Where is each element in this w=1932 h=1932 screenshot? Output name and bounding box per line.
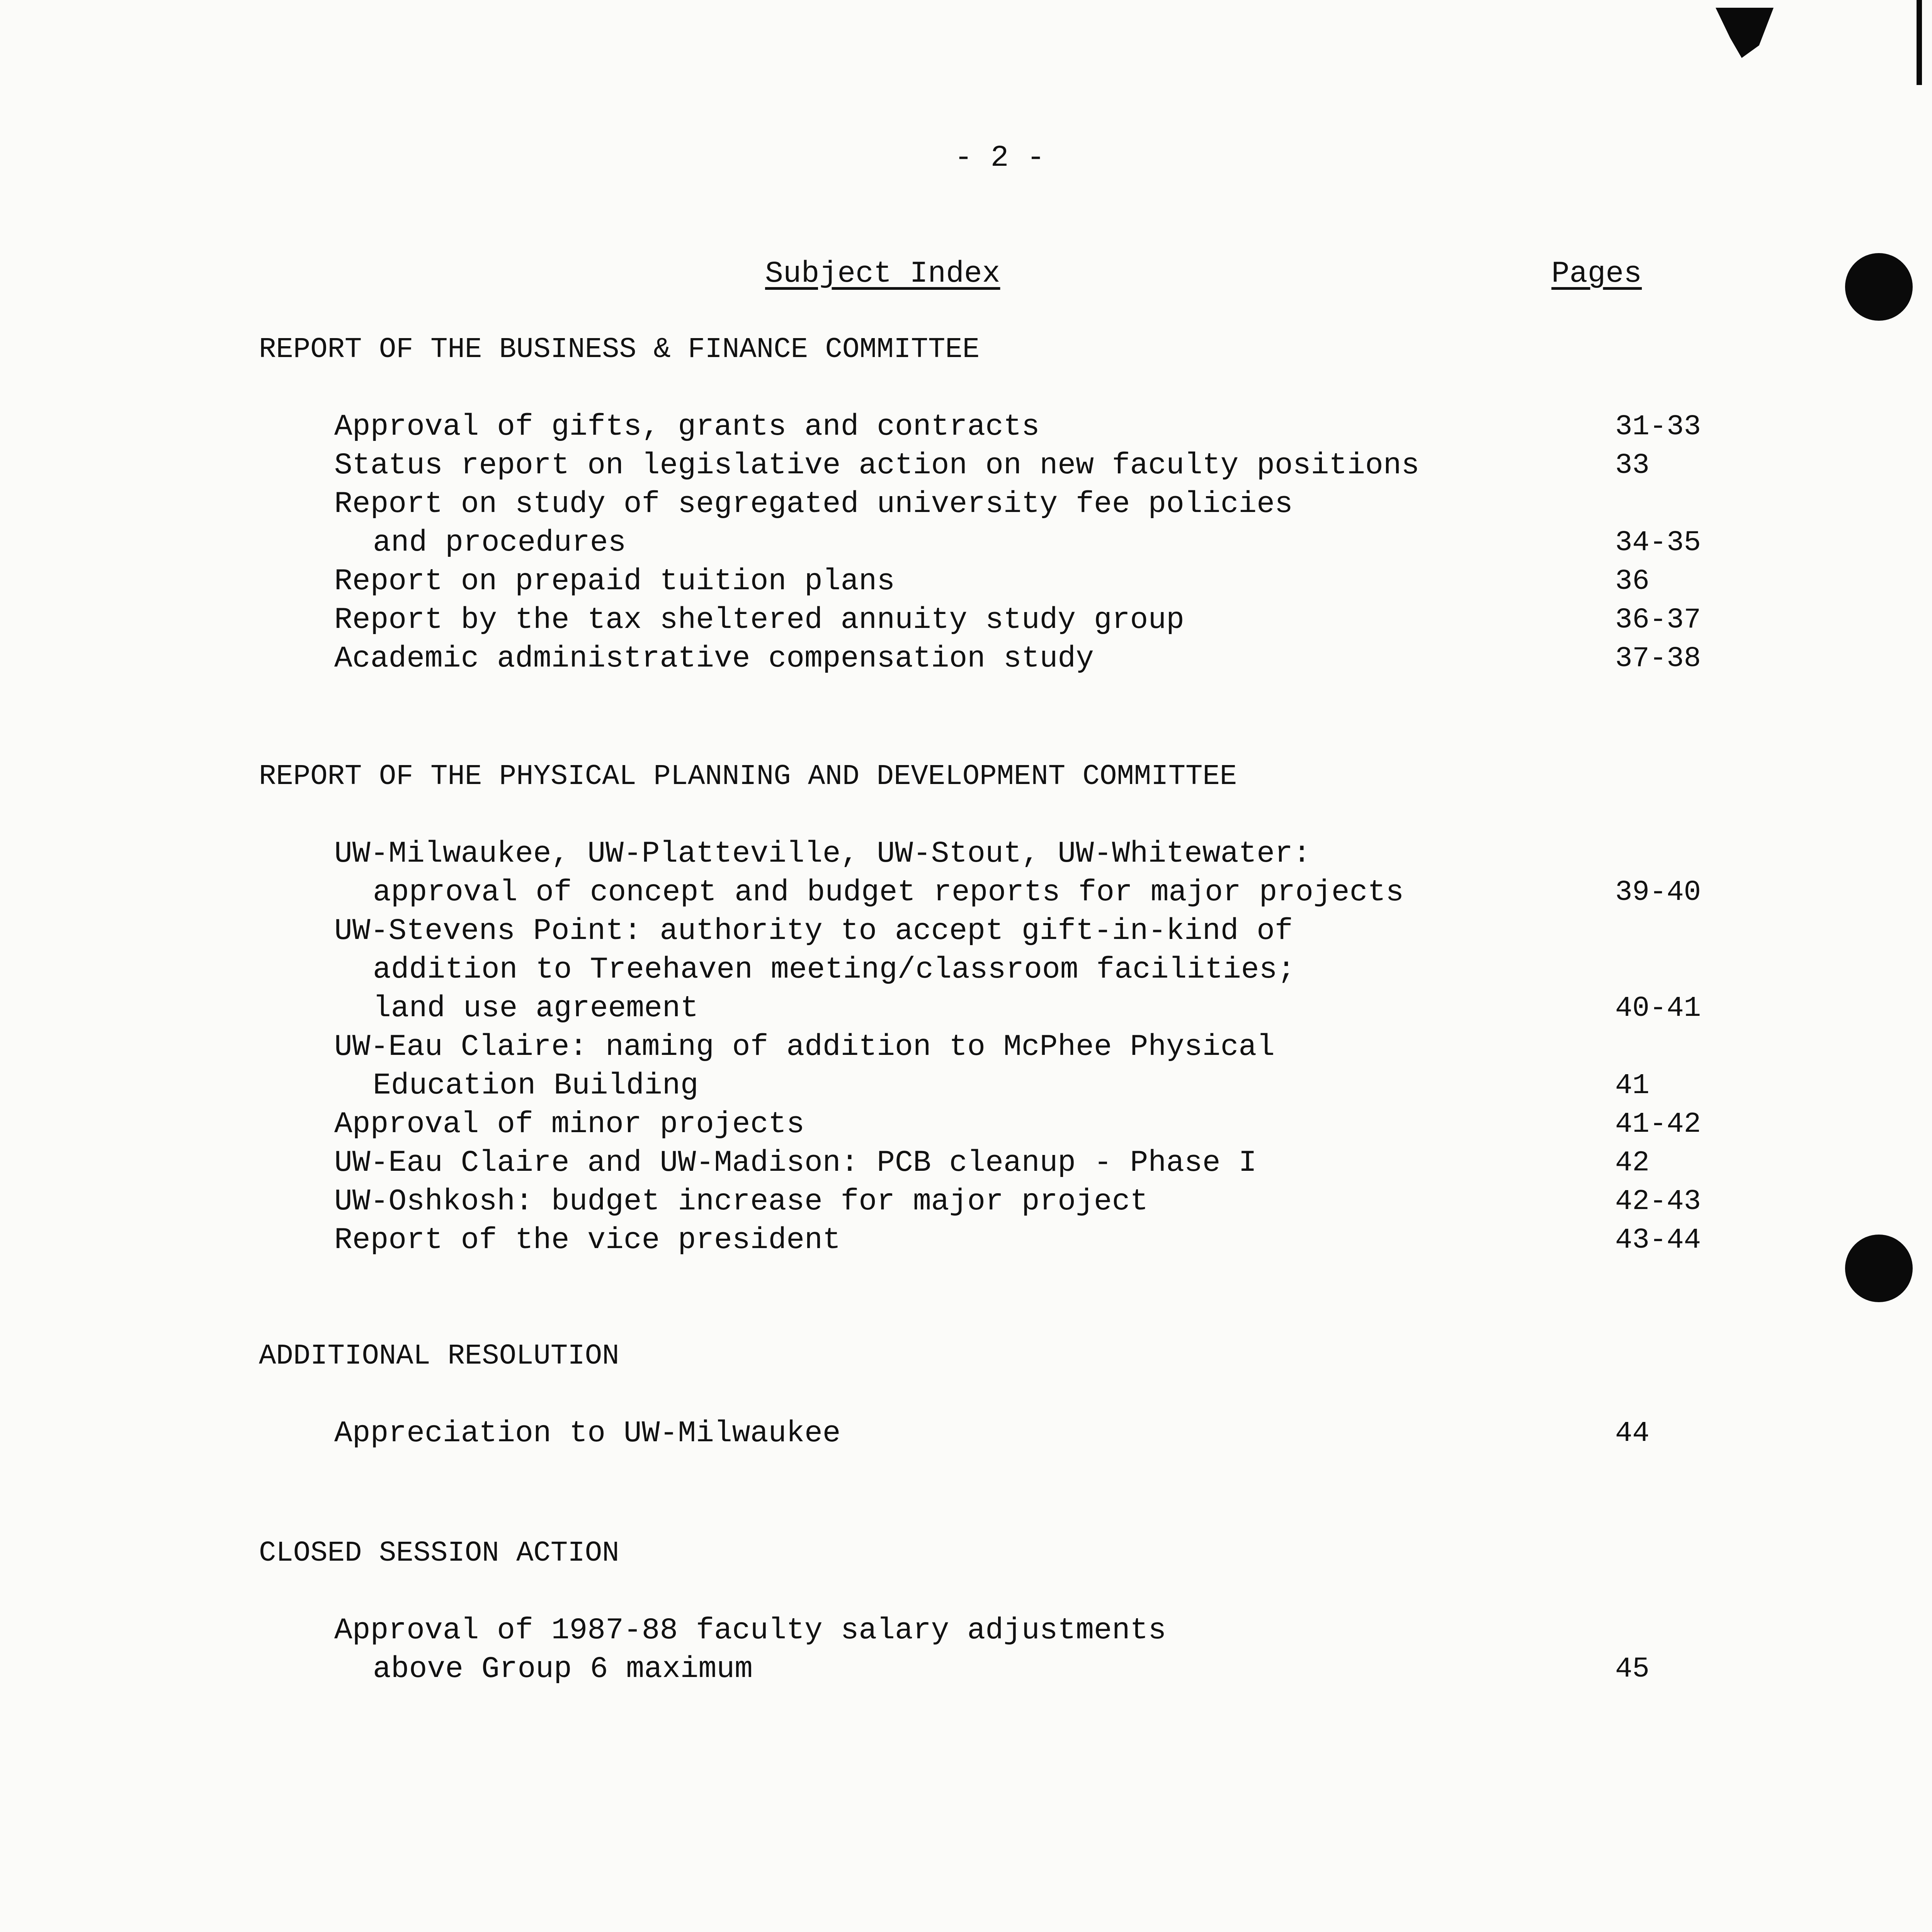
section-heading: CLOSED SESSION ACTION xyxy=(259,1537,619,1570)
index-entry xyxy=(334,1028,1712,1105)
section-business-finance xyxy=(259,330,1712,678)
entry-pages: 31-33 xyxy=(1615,411,1701,443)
entry-text: Appreciation to UW-Milwaukee xyxy=(334,1417,841,1451)
entry-pages: 42 xyxy=(1615,1147,1650,1179)
index-entry xyxy=(334,1144,1712,1182)
punch-hole xyxy=(1845,253,1913,321)
entry-pages: 41-42 xyxy=(1615,1108,1701,1141)
entry-text: Approval of minor projects xyxy=(334,1107,804,1141)
index-entry xyxy=(334,1182,1712,1221)
entry-pages: 44 xyxy=(1615,1417,1650,1450)
section-heading: REPORT OF THE BUSINESS & FINANCE COMMITTEE xyxy=(259,333,980,366)
index-entry xyxy=(334,1611,1712,1689)
entry-text-continued: approval of concept and budget reports for major projects xyxy=(373,876,1404,910)
entry-pages: 45 xyxy=(1615,1653,1650,1685)
index-entry xyxy=(334,562,1712,601)
index-entry xyxy=(334,1105,1712,1144)
entry-pages: 37-38 xyxy=(1615,643,1701,675)
entry-pages: 39-40 xyxy=(1615,876,1701,909)
entry-pages: 36 xyxy=(1615,565,1650,598)
index-entry xyxy=(334,912,1712,1028)
entry-pages: 40-41 xyxy=(1615,992,1701,1025)
entry-text-continued: and procedures xyxy=(373,526,626,560)
entry-text-continued: land use agreement xyxy=(373,992,699,1026)
index-entry xyxy=(334,446,1712,485)
index-entry xyxy=(334,835,1712,912)
section-heading: ADDITIONAL RESOLUTION xyxy=(259,1340,619,1372)
entry-text: UW-Eau Claire: naming of addition to McPhee Physical xyxy=(334,1030,1275,1064)
entry-text: Report of the vice president xyxy=(334,1223,841,1257)
entry-text: UW-Milwaukee, UW-Platteville, UW-Stout, UW-Whitewater: xyxy=(334,837,1311,871)
entry-text: Status report on legislative action on new faculty positions xyxy=(334,449,1420,483)
section-additional-resolution xyxy=(259,1337,1712,1453)
index-entry xyxy=(334,601,1712,639)
index-entries xyxy=(259,1611,1712,1689)
subject-index-title: Subject Index xyxy=(765,257,1000,291)
punch-hole xyxy=(1845,1235,1913,1302)
index-entry xyxy=(334,639,1712,678)
entry-text: Report on prepaid tuition plans xyxy=(334,565,895,599)
entry-text: UW-Stevens Point: authority to accept gift-in-kind of xyxy=(334,914,1293,948)
index-entries xyxy=(259,408,1712,678)
entry-pages: 34-35 xyxy=(1615,527,1701,559)
staple-mark xyxy=(1716,8,1774,58)
entry-text: UW-Eau Claire and UW-Madison: PCB cleanup - Phase I xyxy=(334,1146,1257,1180)
index-entry xyxy=(334,1414,1712,1453)
entry-pages: 42-43 xyxy=(1615,1185,1701,1218)
section-heading: REPORT OF THE PHYSICAL PLANNING AND DEVELOPMENT COMMITTEE xyxy=(259,760,1237,793)
index-entry xyxy=(334,408,1712,446)
page-edge-mark xyxy=(1917,0,1922,85)
index-entries xyxy=(259,1414,1712,1453)
entry-text: Approval of gifts, grants and contracts xyxy=(334,410,1040,444)
entry-text-continued: Education Building xyxy=(373,1069,699,1103)
entry-text: Report by the tax sheltered annuity study group xyxy=(334,603,1184,637)
entry-text-continued: addition to Treehaven meeting/classroom facilities; xyxy=(373,953,1296,987)
section-physical-planning xyxy=(259,757,1712,1260)
entry-pages: 41 xyxy=(1615,1070,1650,1102)
entry-pages: 43-44 xyxy=(1615,1224,1701,1257)
entry-pages: 33 xyxy=(1615,449,1650,482)
entry-text: Approval of 1987-88 faculty salary adjustments xyxy=(334,1614,1167,1648)
entry-text: UW-Oshkosh: budget increase for major project xyxy=(334,1185,1148,1219)
section-closed-session-action xyxy=(259,1534,1712,1689)
index-entry xyxy=(334,485,1712,562)
entry-text: Academic administrative compensation study xyxy=(334,642,1094,676)
pages-column-title: Pages xyxy=(1551,257,1642,291)
entry-pages: 36-37 xyxy=(1615,604,1701,636)
page-number: - 2 - xyxy=(954,141,1045,175)
entry-text-continued: above Group 6 maximum xyxy=(373,1652,753,1686)
index-entry xyxy=(334,1221,1712,1260)
entry-text: Report on study of segregated university fee policies xyxy=(334,487,1293,521)
index-entries xyxy=(259,835,1712,1260)
